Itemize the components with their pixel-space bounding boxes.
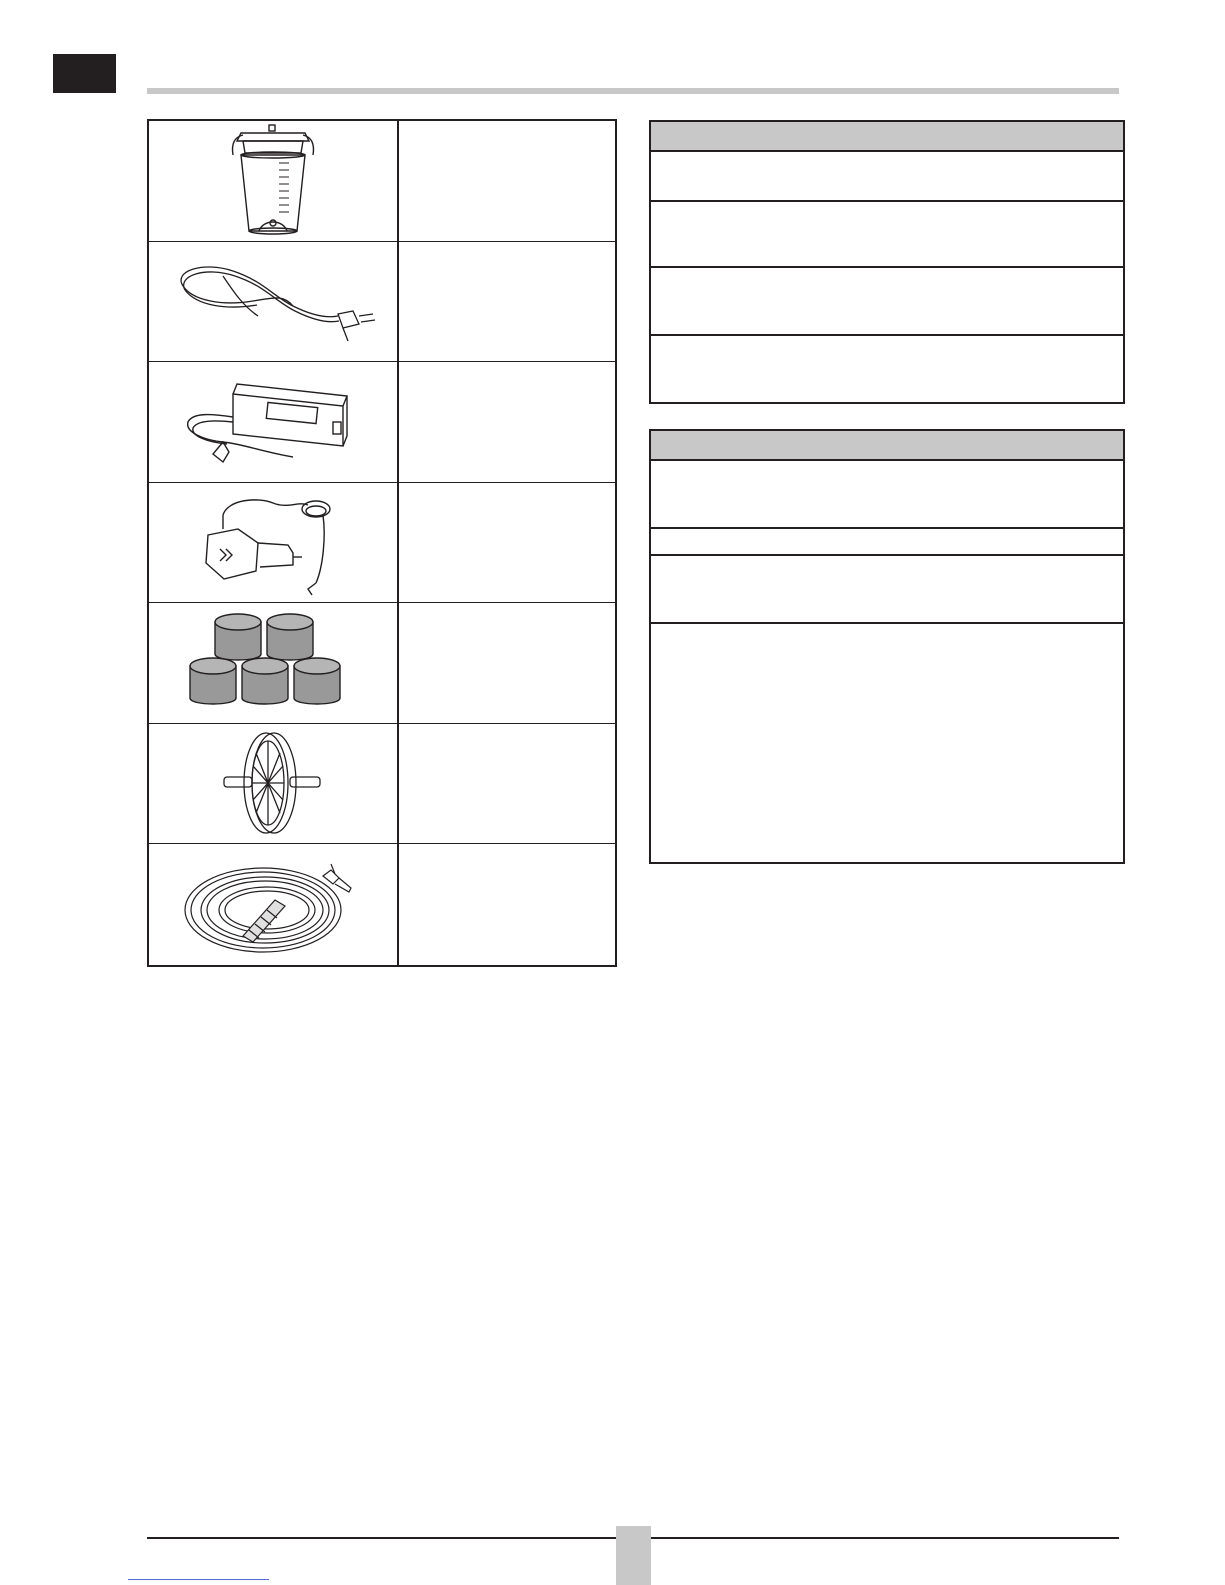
power-cord-icon	[149, 242, 399, 362]
accessory-row-power-adapter	[149, 362, 615, 483]
accessory-description	[399, 603, 615, 723]
collection-jar-icon	[149, 121, 399, 241]
spec-table-row	[651, 529, 1123, 556]
spec-table-2	[649, 429, 1125, 864]
car-charger-icon	[149, 483, 399, 603]
power-adapter-icon	[149, 362, 399, 482]
spec-table-header	[651, 431, 1123, 461]
accessory-row-power-cord	[149, 242, 615, 363]
page-number-tab	[616, 1526, 651, 1585]
spec-table-row	[651, 624, 1123, 862]
spec-table-row	[651, 202, 1123, 268]
footer-link[interactable]	[128, 1579, 269, 1580]
accessory-description	[399, 121, 615, 241]
foam-filters-icon	[149, 603, 399, 723]
accessories-table	[147, 119, 617, 967]
accessory-row-jar	[149, 121, 615, 242]
accessory-description	[399, 844, 615, 965]
accessory-row-car-charger	[149, 483, 615, 604]
accessory-row-bacterial-filter	[149, 724, 615, 845]
spec-table-header	[651, 122, 1123, 152]
header-rule	[147, 88, 1119, 94]
spec-table-row	[651, 336, 1123, 402]
language-tab	[53, 54, 116, 93]
accessory-description	[399, 483, 615, 603]
accessory-row-suction-tubing	[149, 844, 615, 965]
accessory-description	[399, 724, 615, 844]
spec-table-row	[651, 461, 1123, 529]
bacterial-filter-icon	[149, 724, 399, 844]
spec-table-row	[651, 152, 1123, 202]
accessory-description	[399, 242, 615, 362]
accessory-row-foam-filters	[149, 603, 615, 724]
spec-table-row	[651, 556, 1123, 624]
suction-tubing-icon	[149, 844, 399, 965]
spec-table-row	[651, 268, 1123, 336]
footer-rule-left	[147, 1537, 617, 1539]
spec-table-1	[649, 120, 1125, 404]
footer-rule-right	[651, 1537, 1119, 1539]
accessory-description	[399, 362, 615, 482]
